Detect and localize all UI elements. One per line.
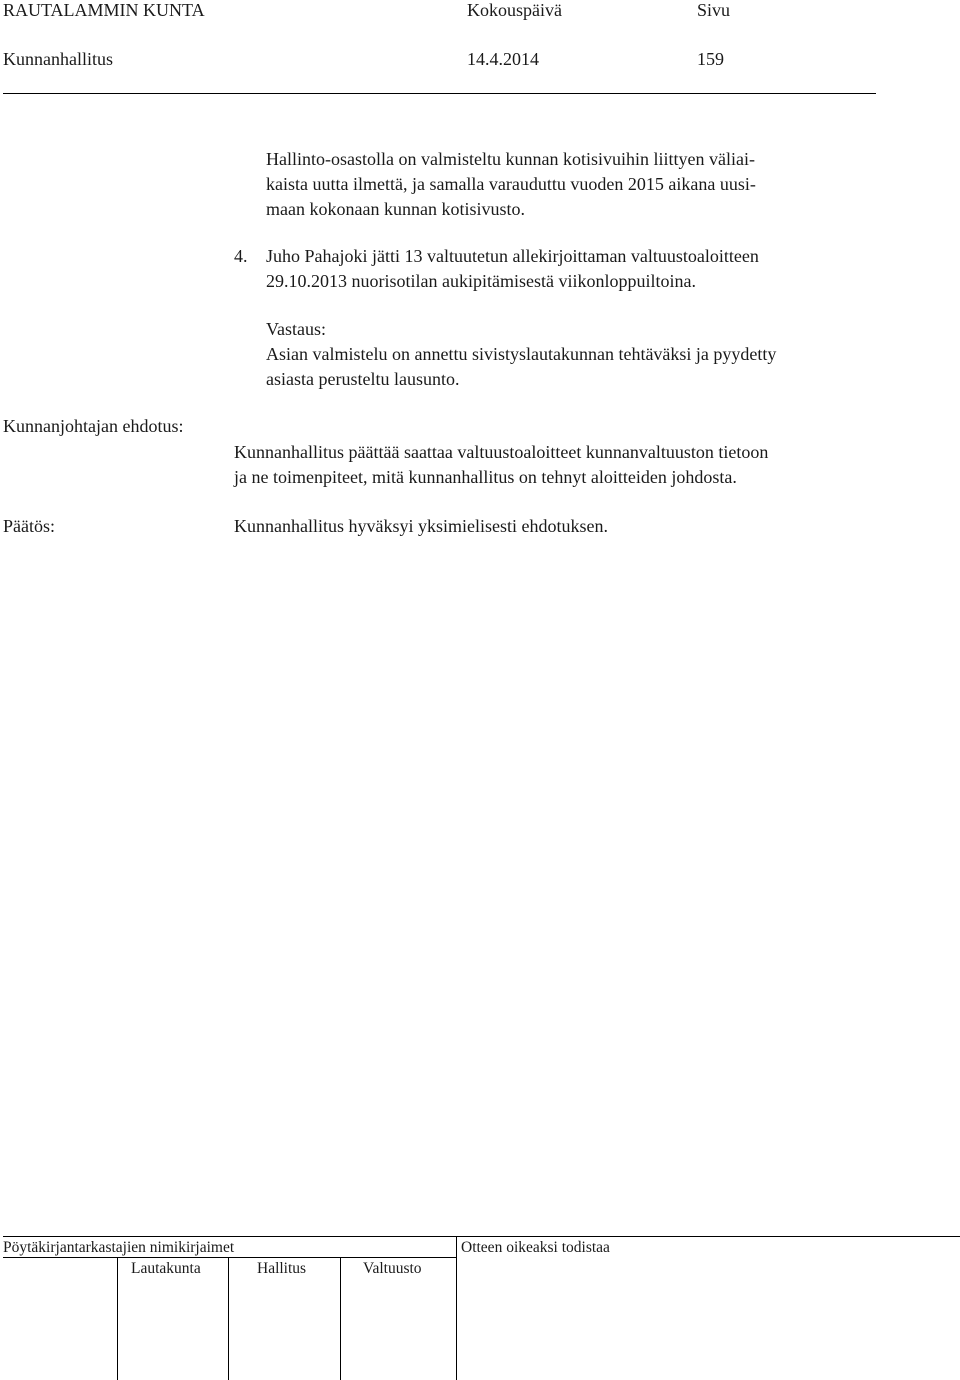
page-label: Sivu bbox=[697, 0, 731, 20]
signatures-label: Pöytäkirjantarkastajien nimikirjaimet bbox=[3, 1239, 235, 1256]
decision-text: Kunnanhallitus hyväksyi yksimielisesti ehdotuksen. bbox=[234, 516, 608, 536]
proposal-line-2: ja ne toimenpiteet, mitä kunnanhallitus on tehnyt aloitteiden johdosta. bbox=[234, 467, 737, 487]
footer-col-hallitus: Hallitus bbox=[257, 1260, 307, 1277]
body-name: Kunnanhallitus bbox=[3, 49, 113, 69]
item4-line-1: Juho Pahajoki jätti 13 valtuutetun allekirjoittaman valtuustoaloitteen bbox=[266, 246, 759, 266]
meeting-date: 14.4.2014 bbox=[467, 49, 539, 69]
answer-line-1: Asian valmistelu on annettu sivistyslautakunnan tehtäväksi ja pyydetty bbox=[266, 344, 777, 364]
answer-line-2: asiasta perusteltu lausunto. bbox=[266, 369, 460, 389]
footer-col-valtuusto: Valtuusto bbox=[363, 1260, 422, 1277]
proposal-label: Kunnanjohtajan ehdotus: bbox=[3, 416, 184, 436]
certified-label: Otteen oikeaksi todistaa bbox=[461, 1239, 610, 1256]
proposal-line-1: Kunnanhallitus päättää saattaa valtuustoaloitteet kunnanvaltuuston tietoon bbox=[234, 442, 769, 462]
footer-column-divider bbox=[456, 1236, 457, 1380]
footer-inner-rule bbox=[3, 1257, 456, 1258]
intro-line-1: Hallinto-osastolla on valmisteltu kunnan kotisivuihin liittyen väliai- bbox=[266, 149, 755, 169]
item4-line-2: 29.10.2013 nuorisotilan aukipitämisestä viikonloppuiltoina. bbox=[266, 271, 696, 291]
intro-line-3: maan kokonaan kunnan kotisivusto. bbox=[266, 199, 525, 219]
footer-col-sep-3 bbox=[340, 1257, 341, 1380]
footer-col-sep-2 bbox=[228, 1257, 229, 1380]
meeting-date-label: Kokouspäivä bbox=[467, 0, 562, 20]
intro-line-2: kaista uutta ilmettä, ja samalla varauduttu vuoden 2015 aikana uusi- bbox=[266, 174, 756, 194]
decision-label: Päätös: bbox=[3, 516, 55, 536]
answer-label: Vastaus: bbox=[266, 319, 326, 339]
item-number: 4. bbox=[234, 246, 248, 266]
header-divider bbox=[3, 93, 876, 94]
footer-col-sep-1 bbox=[117, 1257, 118, 1380]
page-number: 159 bbox=[697, 49, 724, 69]
footer-col-lautakunta: Lautakunta bbox=[131, 1260, 201, 1277]
footer-top-rule bbox=[3, 1236, 960, 1237]
municipality-name: RAUTALAMMIN KUNTA bbox=[3, 0, 205, 20]
